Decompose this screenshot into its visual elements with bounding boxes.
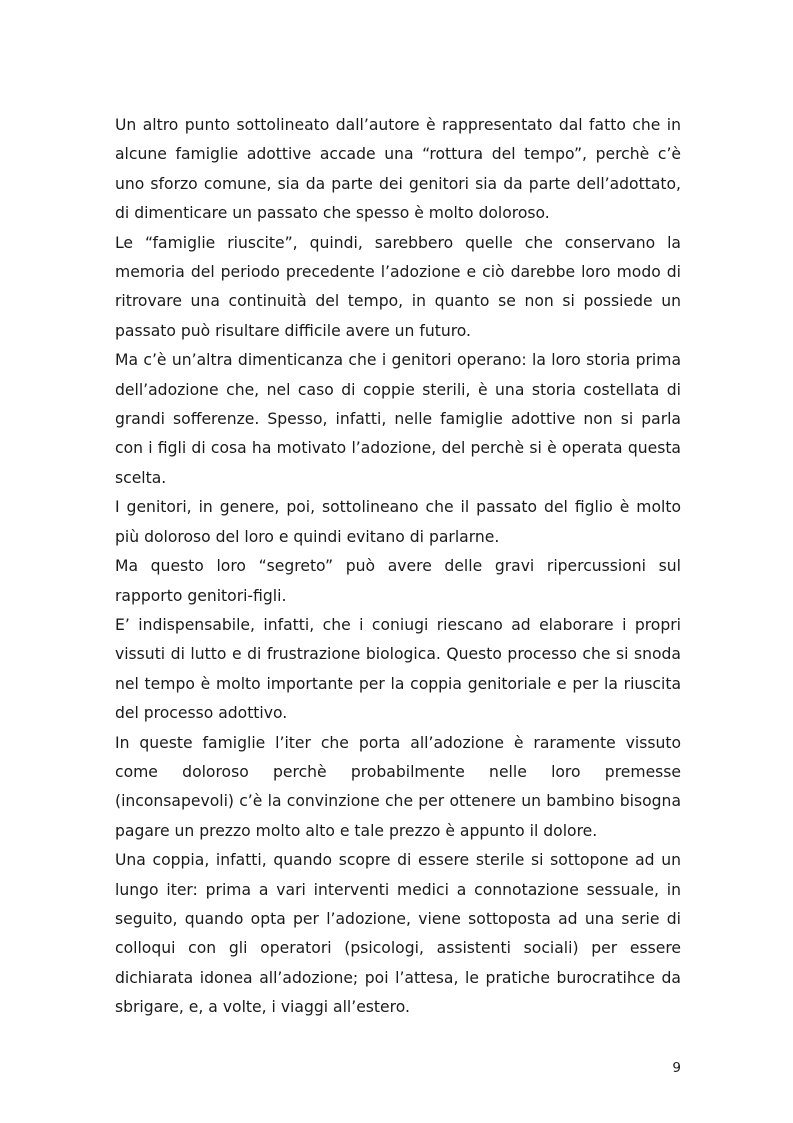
page-number: 9 (672, 1060, 681, 1076)
paragraph-4: I genitori, in genere, poi, sottolineano che il passato del figlio è molto più doloroso del loro e quindi evitano di parlarne. (115, 498, 681, 546)
paragraph-5: Ma questo loro “segreto” può avere delle gravi ripercussioni sul rapporto genitori-figli. (115, 557, 681, 605)
paragraph-2: Le “famiglie riuscite”, quindi, sarebbero quelle che conservano la memoria del periodo precedente l’adozione e ciò darebbe loro modo di ritrovare una continuità del tempo, in quanto se non si possiede un passato può risultare difficile avere un futuro. (115, 233, 681, 340)
paragraph-8: Una coppia, infatti, quando scopre di essere sterile si sottopone ad un lungo iter: prima a vari interventi medici a connotazione sessuale, in seguito, quando opta per l’adozione, viene sottoposta ad una serie di colloqui con gli operatori (psicologi, assistenti sociali) per essere dichiarata idonea all’adozione; poi l’attesa, le pratiche burocratihce da sbrigare, e, a volte, i viaggi all’estero. (115, 851, 681, 1017)
paragraph-3: Ma c’è un’altra dimenticanza che i genitori operano: la loro storia prima dell’adozione che, nel caso di coppie sterili, è una storia costellata di grandi sofferenze. Spesso, infatti, nelle famiglie adottive non si parla con i figli di cosa ha motivato l’adozione, del perchè si è operata questa scelta. (115, 351, 681, 487)
paragraph-7: In queste famiglie l’iter che porta all’adozione è raramente vissuto come doloroso perchè probabilmente nelle loro premesse (inconsapevoli) c’è la convinzione che per ottenere un bambino bisogna pagare un prezzo molto alto e tale prezzo è appunto il dolore. (115, 733, 681, 840)
paragraph-6: E’ indispensabile, infatti, che i coniugi riescano ad elaborare i propri vissuti di lutto e di frustrazione biologica. Questo processo che si snoda nel tempo è molto importante per la coppia genitoriale e per la riuscita del processo adottivo. (115, 615, 681, 723)
paragraph-1: Un altro punto sottolineato dall’autore è rappresentato dal fatto che in alcune famiglie adottive accade una “rottura del tempo”, perchè c’è uno sforzo comune, sia da parte dei genitori sia da parte dell’adottato, di dimenticare un passato che spesso è molto doloroso. (115, 116, 681, 223)
body-text (115, 111, 681, 1023)
